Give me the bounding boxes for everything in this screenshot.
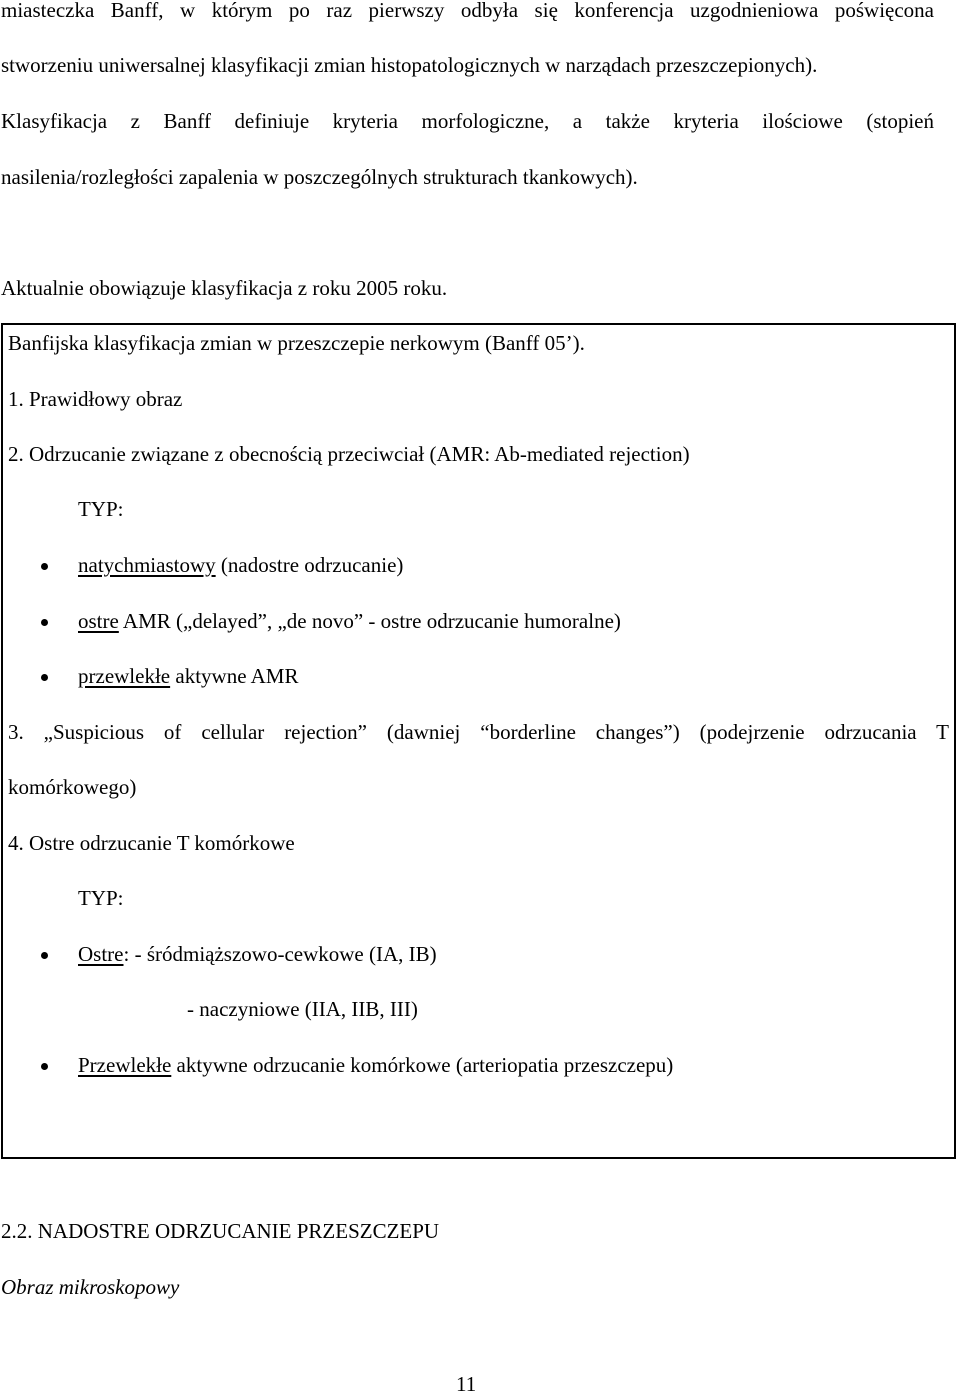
bullet-icon <box>41 1063 48 1070</box>
intro-line-4: nasilenia/rozległości zapalenia w poszczególnych strukturach tkankowych). <box>1 165 638 189</box>
section-heading: 2.2. NADOSTRE ODRZUCANIE PRZESZCZEPU <box>1 1219 440 1243</box>
amr-type-underlined: przewlekłe <box>78 664 171 688</box>
item-1: 1. Prawidłowy obraz <box>8 387 183 411</box>
typ-label: TYP: <box>78 497 124 521</box>
bullet-icon <box>41 952 48 959</box>
item-3-line-1: 3. „Suspicious of cellular rejection” (dawniej “borderline changes”) (podejrzenie odrzucania T <box>8 720 949 744</box>
bullet-icon <box>41 619 48 626</box>
item-4: 4. Ostre odrzucanie T komórkowe <box>8 831 295 855</box>
t-cell-acute-item <box>78 944 437 965</box>
section-subheading: Obraz mikroskopowy <box>1 1275 180 1299</box>
amr-type-underlined: natychmiastowy <box>78 553 216 577</box>
item-2: 2. Odrzucanie związane z obecnością przeciwciał (AMR: Ab-mediated rejection) <box>8 442 690 466</box>
amr-type-underlined: ostre <box>78 609 119 633</box>
bullet-icon <box>41 563 48 570</box>
amr-type-rest: AMR („delayed”, „de novo” - ostre odrzucanie humoralne) <box>118 609 621 633</box>
t-cell-acute-underlined: Ostre <box>78 942 124 966</box>
amr-type-item <box>78 555 403 576</box>
current-classification-note: Aktualnie obowiązuje klasyfikacja z roku 2005 roku. <box>1 276 448 300</box>
intro-line-1: miasteczka Banff, w którym po raz pierwszy odbyła się konferencja uzgodnieniowa poświęcona <box>1 0 934 22</box>
t-cell-acute-rest: : - śródmiąższowo-cewkowe (IA, IB) <box>123 942 437 966</box>
t-cell-chronic-rest: aktywne odrzucanie komórkowe (arteriopatia przeszczepu) <box>171 1053 674 1077</box>
item-3-line-2: komórkowego) <box>8 775 137 799</box>
box-title: Banfijska klasyfikacja zmian w przeszczepie nerkowym (Banff 05’). <box>8 331 585 355</box>
t-cell-acute-vascular: - naczyniowe (IIA, IIB, III) <box>187 997 418 1021</box>
intro-line-2: stworzeniu uniwersalnej klasyfikacji zmian histopatologicznych w narządach przeszczepionych). <box>1 53 818 77</box>
amr-type-rest: (nadostre odrzucanie) <box>215 553 404 577</box>
amr-type-rest: aktywne AMR <box>170 664 299 688</box>
bullet-icon <box>41 674 48 681</box>
t-cell-chronic-item <box>78 1055 673 1076</box>
amr-type-item <box>78 611 621 632</box>
page-number: 11 <box>456 1372 477 1396</box>
t-cell-chronic-underlined: Przewlekłe <box>78 1053 172 1077</box>
amr-type-item <box>78 666 298 687</box>
intro-line-3: Klasyfikacja z Banff definiuje kryteria morfologiczne, a także kryteria ilościowe (stopień <box>1 109 934 133</box>
typ-label-2: TYP: <box>78 886 124 910</box>
